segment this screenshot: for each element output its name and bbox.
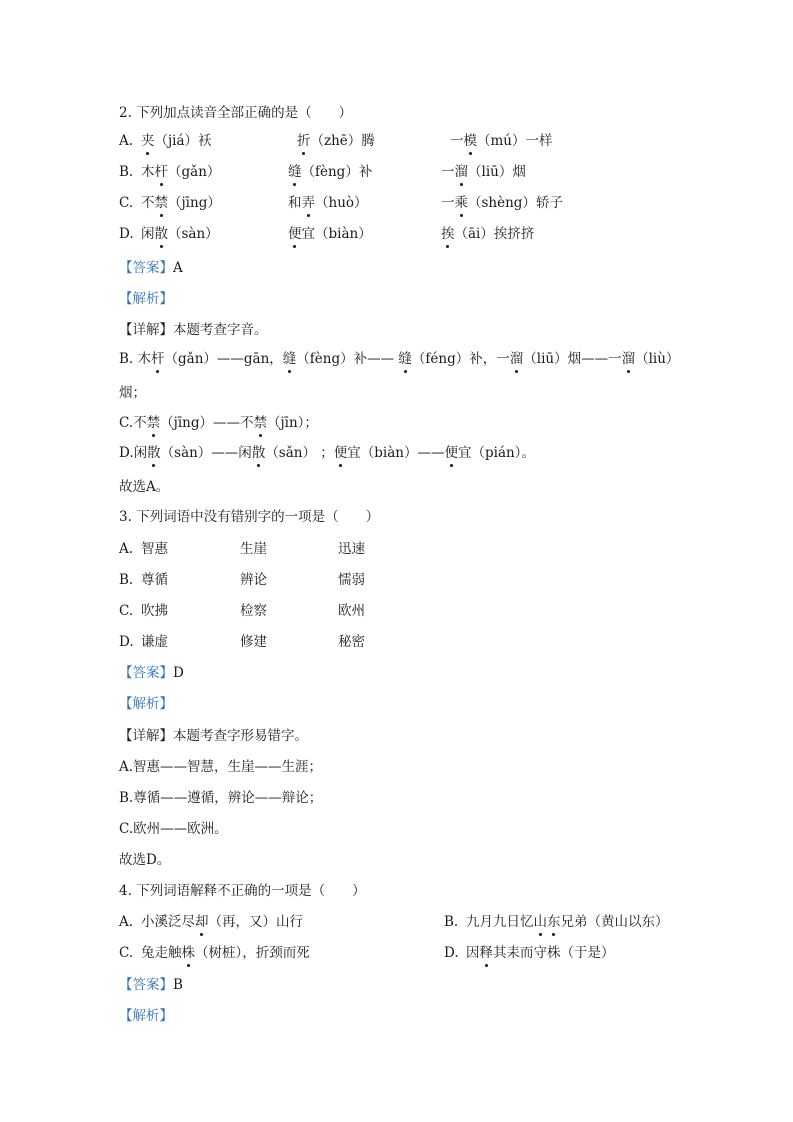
q2-stem: 2. 下列加点读音全部正确的是（ ）: [119, 105, 353, 121]
q2-c-item-3: 一乘（shèng）轿子: [441, 195, 563, 211]
q3-c-word-1: 吹拂: [141, 603, 168, 619]
q2-d-item-3: 挨（āi）挨挤挤: [441, 226, 535, 242]
q2-d-item-2: 便宜（biàn）: [288, 226, 372, 242]
q3-c-word-2: 检察: [240, 603, 267, 619]
q3-conclusion: 故选D。: [119, 852, 171, 868]
q3-b-word-1: 尊循: [141, 572, 168, 588]
option-label: C.: [119, 603, 134, 619]
q2-answer: [119, 258, 183, 278]
option-label: A.: [119, 914, 134, 930]
option-label: C.: [119, 195, 134, 211]
q2-detail-b-line2: 烟；: [119, 385, 146, 401]
q2-d-item-1: 闲散（sàn）: [141, 226, 219, 242]
q2-detail-b-line1: B. 木杆（gǎn）——gān，缝（fèng）补—— 缝（féng）补，一溜（liū）烟——一溜（liù）: [119, 351, 680, 367]
q3-d-word-3: 秘密: [338, 634, 365, 650]
q2-a-item-1: 夹（jiá）袄: [141, 133, 212, 149]
q3-c-word-3: 欧州: [338, 603, 365, 619]
detail-tag: 【详解】: [119, 728, 173, 744]
q3-option-c[interactable]: [119, 601, 365, 621]
q3-answer: [119, 663, 184, 683]
q4-option-b[interactable]: B. 九月九日忆山东兄弟（黄山以东）: [444, 914, 669, 930]
option-label: B.: [444, 914, 459, 930]
option-label: C.: [119, 945, 134, 961]
q2-analysis-tag: 【解析】: [119, 291, 173, 307]
option-label: D.: [119, 226, 134, 242]
q4-answer: [119, 975, 183, 995]
q3-option-d[interactable]: [119, 632, 365, 652]
q4-option-a[interactable]: A. 小溪泛尽却（再，又）山行: [119, 914, 303, 930]
option-label: B.: [119, 164, 134, 180]
q2-detail-c: C.不禁（jīng）——不禁（jīn）；: [119, 415, 318, 431]
q3-stem: 3. 下列词语中没有错别字的一项是（ ）: [119, 509, 380, 525]
option-label: B.: [119, 572, 134, 588]
answer-tag: 【答案】: [119, 977, 173, 993]
q2-option-d[interactable]: [119, 224, 535, 244]
answer-value: A: [173, 260, 183, 276]
q2-b-item-2: 缝（fèng）补: [288, 164, 373, 180]
option-label: D.: [119, 634, 134, 650]
q3-detail-line-a: A.智惠——智慧，生崖——生涯；: [119, 759, 323, 775]
answer-value: D: [173, 665, 184, 681]
q2-option-a[interactable]: [119, 131, 553, 151]
option-label: A.: [119, 133, 134, 149]
q3-option-a[interactable]: [119, 539, 365, 559]
q3-d-word-1: 谦虚: [141, 634, 168, 650]
q3-b-word-3: 懦弱: [338, 572, 365, 588]
q2-c-item-2: 和弄（huò）: [288, 195, 368, 211]
q3-b-word-2: 辨论: [240, 572, 267, 588]
q3-option-b[interactable]: [119, 570, 365, 590]
q4-analysis-tag: 【解析】: [119, 1008, 173, 1024]
q2-option-b[interactable]: [119, 162, 526, 182]
q2-c-item-1: 不禁（jīng）: [141, 195, 221, 211]
answer-tag: 【答案】: [119, 665, 173, 681]
q2-option-c[interactable]: [119, 193, 563, 213]
q3-a-word-1: 智惠: [141, 541, 168, 557]
q2-b-item-3: 一溜（liū）烟: [441, 164, 526, 180]
q3-detail-line-b: B.尊循——遵循，辨论——辩论；: [119, 790, 323, 806]
q4-option-c[interactable]: C. 兔走触株（树桩），折颈而死: [119, 945, 310, 961]
detail-tag: 【详解】: [119, 322, 173, 338]
q2-b-item-1: 木杆（gǎn）: [141, 164, 221, 180]
answer-value: B: [173, 977, 183, 993]
q3-d-word-2: 修建: [240, 634, 267, 650]
option-label: D.: [444, 945, 459, 961]
q3-detail-line-c: C.欧州——欧洲。: [119, 821, 228, 837]
q3-a-word-3: 迅速: [338, 541, 365, 557]
option-label: A.: [119, 541, 134, 557]
q2-a-item-2: 折（zhē）腾: [297, 133, 375, 149]
q3-analysis-tag: 【解析】: [119, 696, 173, 712]
q2-detail: 【详解】本题考查字音。: [119, 322, 268, 338]
q3-a-word-2: 生崖: [240, 541, 267, 557]
q2-a-item-3: 一模（mú）一样: [450, 133, 553, 149]
q3-detail: 【详解】本题考查字形易错字。: [119, 728, 308, 744]
answer-tag: 【答案】: [119, 260, 173, 276]
q2-detail-d: D.闲散（sàn）——闲散（sǎn） ；便宜（biàn）——便宜（pián）。: [119, 445, 535, 461]
q2-conclusion: 故选A。: [119, 479, 170, 495]
q4-stem: 4. 下列词语解释不正确的一项是（ ）: [119, 883, 366, 899]
q4-option-d[interactable]: D. 因释其耒而守株（于是）: [444, 945, 615, 961]
